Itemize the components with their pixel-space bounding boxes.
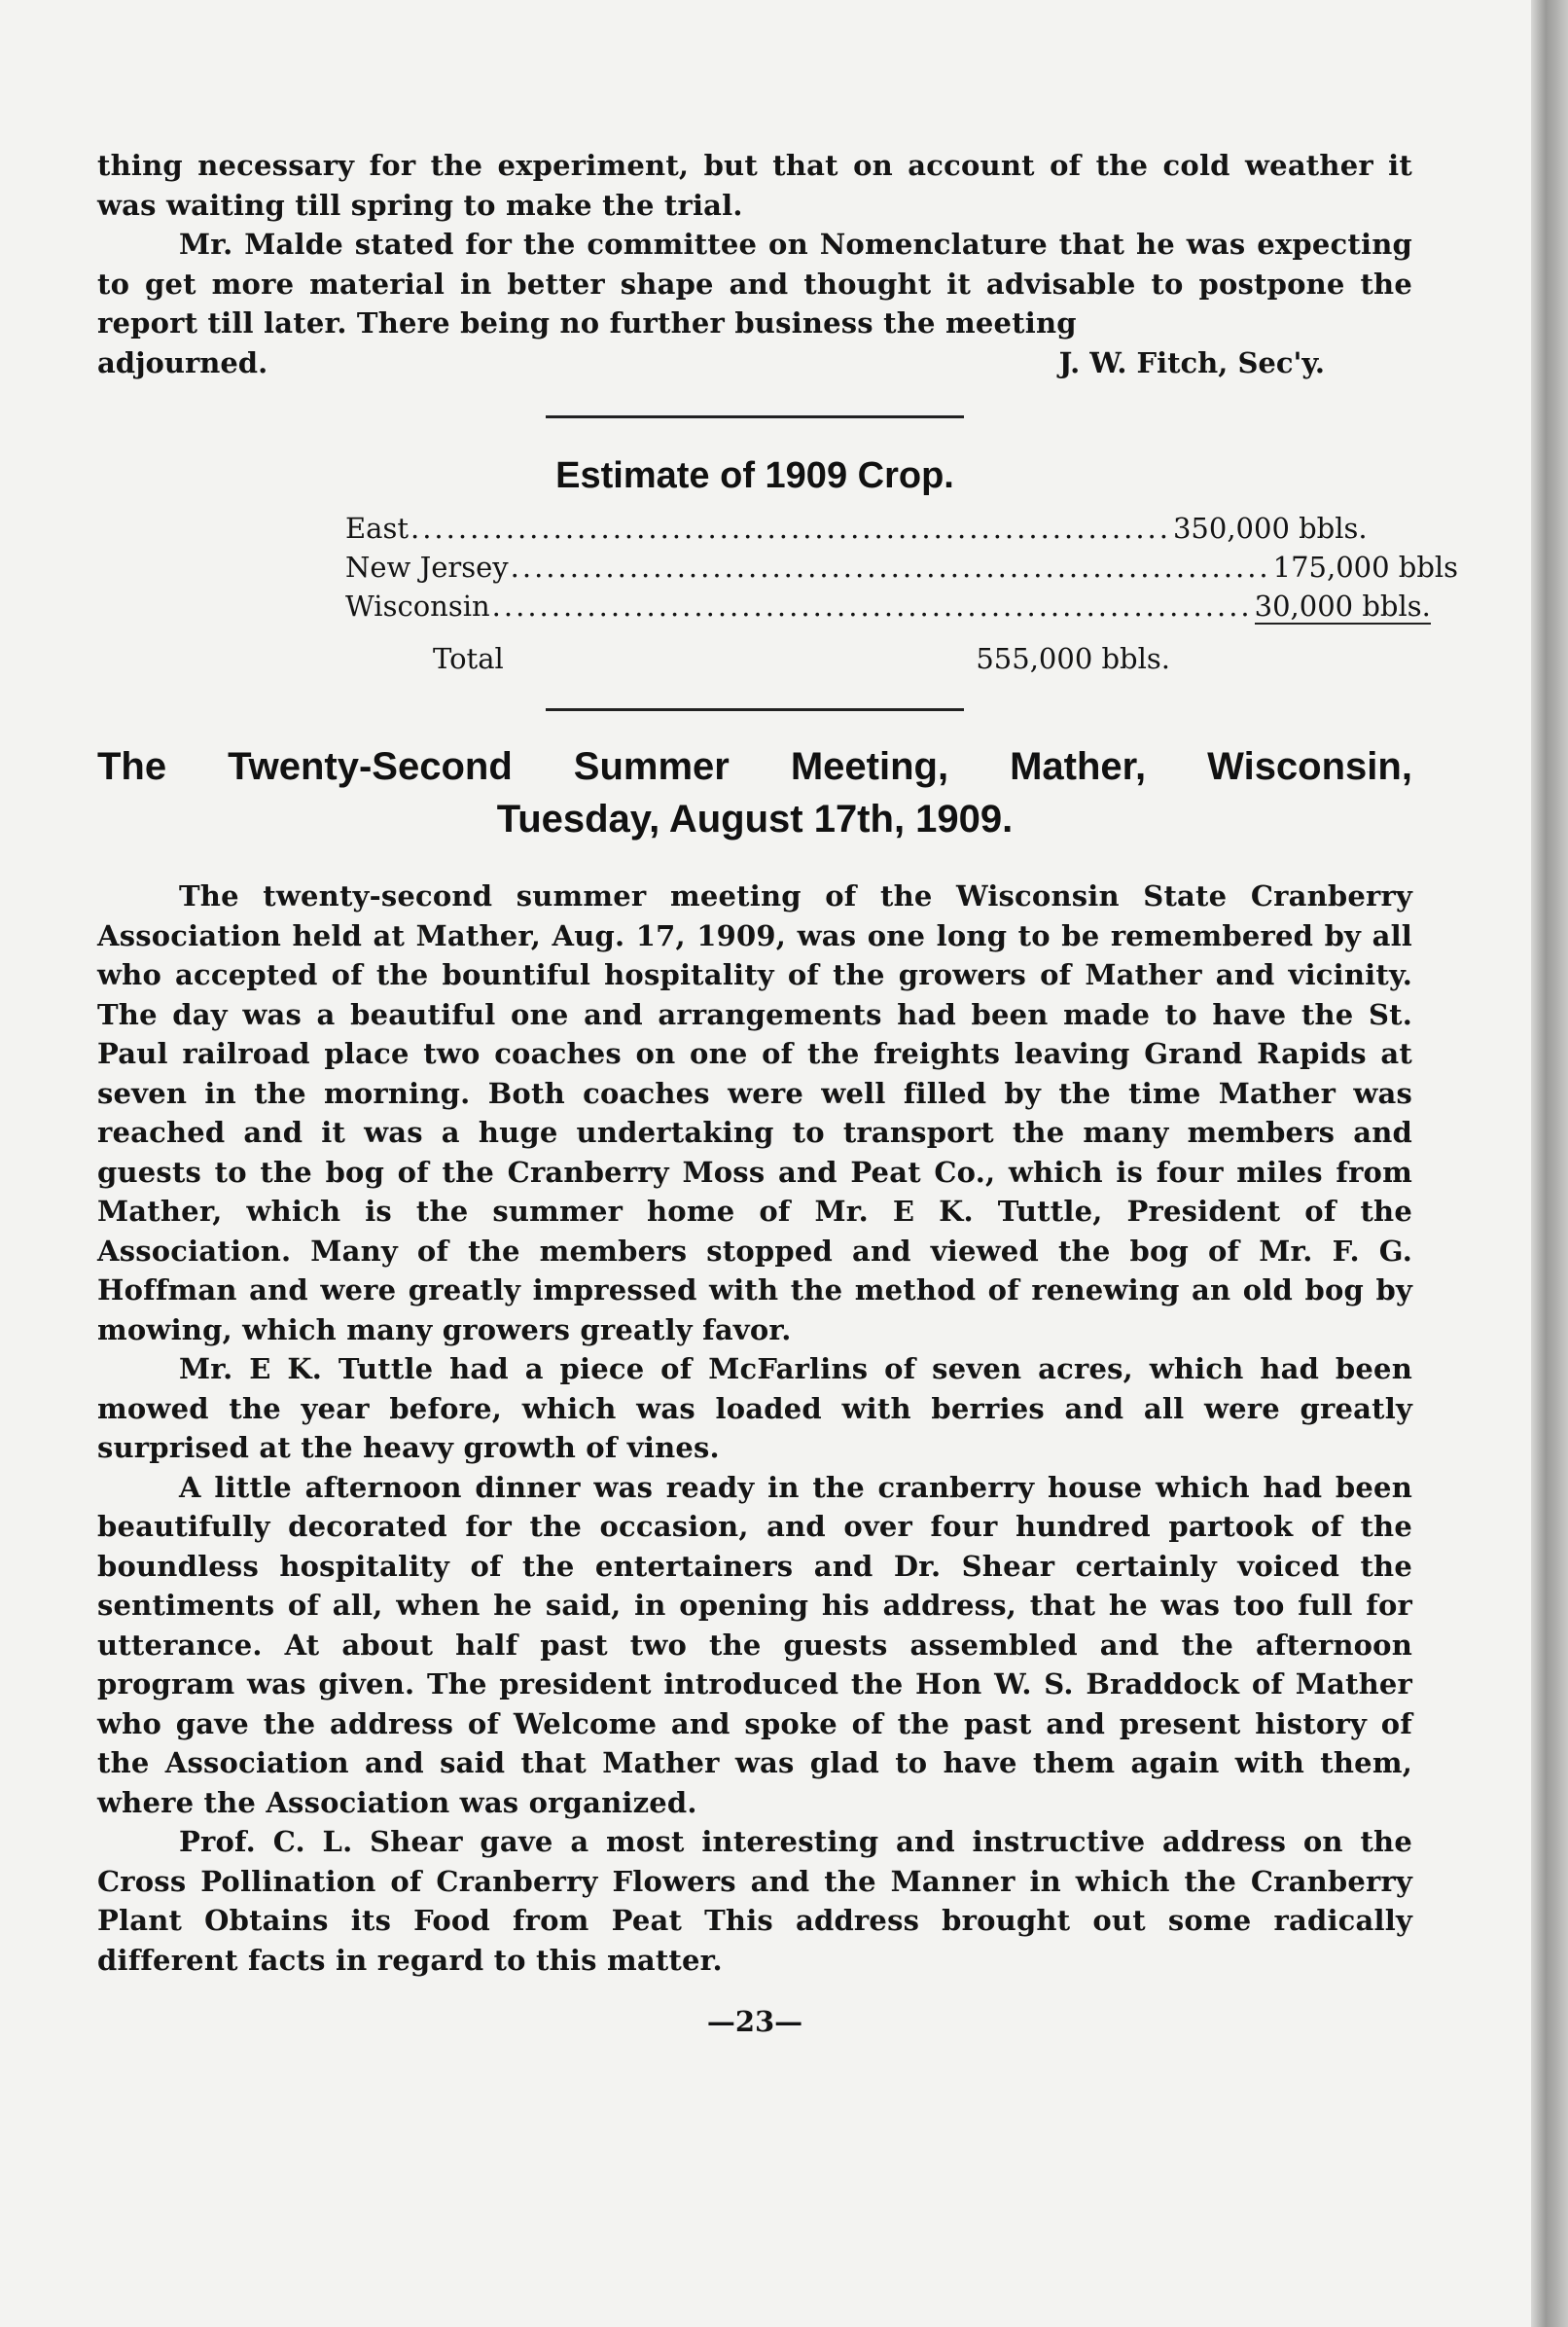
crop-estimate-title: Estimate of 1909 Crop. [555,455,954,496]
signature-line [97,343,1412,383]
committee-paragraph: Mr. Malde stated for the committee on Nomenclature that he was expecting to get more material in better shape and thought it advisable to postpone the report till later. There being no further business the meeting [97,228,1412,340]
title-word: Twenty-Second [228,745,513,788]
crop-row [345,590,1431,628]
article-paragraph: A little afternoon dinner was ready in the cranberry house which had been beautifully decorated for the occasion, and over four hundred partook of the boundless hospitality of the entertainers and Dr. Shear certainly voiced the sentiments of all, when he said, in opening his address, that he was too full for utterance. At about half past two the guests assembled and the afternoon program was given. The president introduced the Hon W. S. Braddock of Mather who gave the address of Welcome and spoke of the past and present history of the Association and said that Mather was glad to have them again with them, where the Association was organized. [97,1470,1412,1819]
page-edge [1531,0,1568,2327]
meeting-title-line2: Tuesday, August 17th, 1909. [496,798,1014,841]
crop-estimate-table [345,512,1459,675]
title-word: Wisconsin, [1207,745,1412,788]
page-number: —23— [706,2005,803,2038]
crop-total-row [345,628,1170,675]
crop-amount: 350,000 bbls. [1172,512,1368,545]
crop-row [345,551,1459,590]
meeting-title-line1 [97,740,1412,793]
closing-word: adjourned. [97,345,268,379]
title-word: Meeting, [790,745,949,788]
crop-amount: 175,000 bbls [1272,551,1459,584]
crop-region: East [345,512,409,545]
crop-region: Wisconsin [345,590,490,623]
article-paragraph: Mr. E K. Tuttle had a piece of McFarlins of seven acres, which had been mowed the year before, which was loaded with berries and all were greatly surprised at the heavy growth of vines. [97,1352,1412,1464]
crop-total-amount: 555,000 bbls. [976,642,1170,675]
document-page [97,146,1459,2038]
crop-region: New Jersey [345,551,509,584]
crop-amount: 30,000 bbls. [1254,590,1431,623]
meeting-article [97,877,1412,1980]
leader-dots: ................................................................ [491,590,1253,623]
title-word: Mather, [1010,745,1147,788]
article-paragraph: The twenty-second summer meeting of the Wisconsin State Cranberry Association held at Mather, Aug. 17, 1909, was one long to be remembered by all who accepted of the bountiful hospitality of the growers of Mather and vicinity. The day was a beautiful one and arrangements had been made to have the St. Paul railroad place two coaches on one of the freights leaving Grand Rapids at seven in the morning. Both coaches were well filled by the time Mather was reached and it was a huge undertaking to transport the many members and guests to the bog of the Cranberry Moss and Peat Co., which is four miles from Mather, which is the summer home of Mr. E K. Tuttle, President of the Association. Many of the members stopped and viewed the bog of Mr. F. G. Hoffman and were greatly impressed with the method of renewing an old bog by mowing, which many growers greatly favor. [97,879,1412,1346]
title-word: The [97,745,167,788]
section-divider [546,708,964,711]
meeting-title [97,740,1412,845]
crop-row [345,512,1368,551]
secretary-signature: J. W. Fitch, Sec'y. [1058,345,1325,379]
article-paragraph: Prof. C. L. Shear gave a most interesting and instructive address on the Cross Pollination of Cranberry Flowers and the Manner in which the Cranberry Plant Obtains its Food from Peat This address brought out some radically different facts in regard to this matter. [97,1825,1412,1977]
section-divider [546,415,964,418]
title-word: Summer [573,745,730,788]
leader-dots: ................................................................ [510,551,1271,584]
leader-dots: ................................................................ [410,512,1171,545]
crop-total-label: Total [433,642,504,675]
intro-paragraph: thing necessary for the experiment, but that on account of the cold weather it was waiting till spring to make the trial. [97,149,1412,222]
